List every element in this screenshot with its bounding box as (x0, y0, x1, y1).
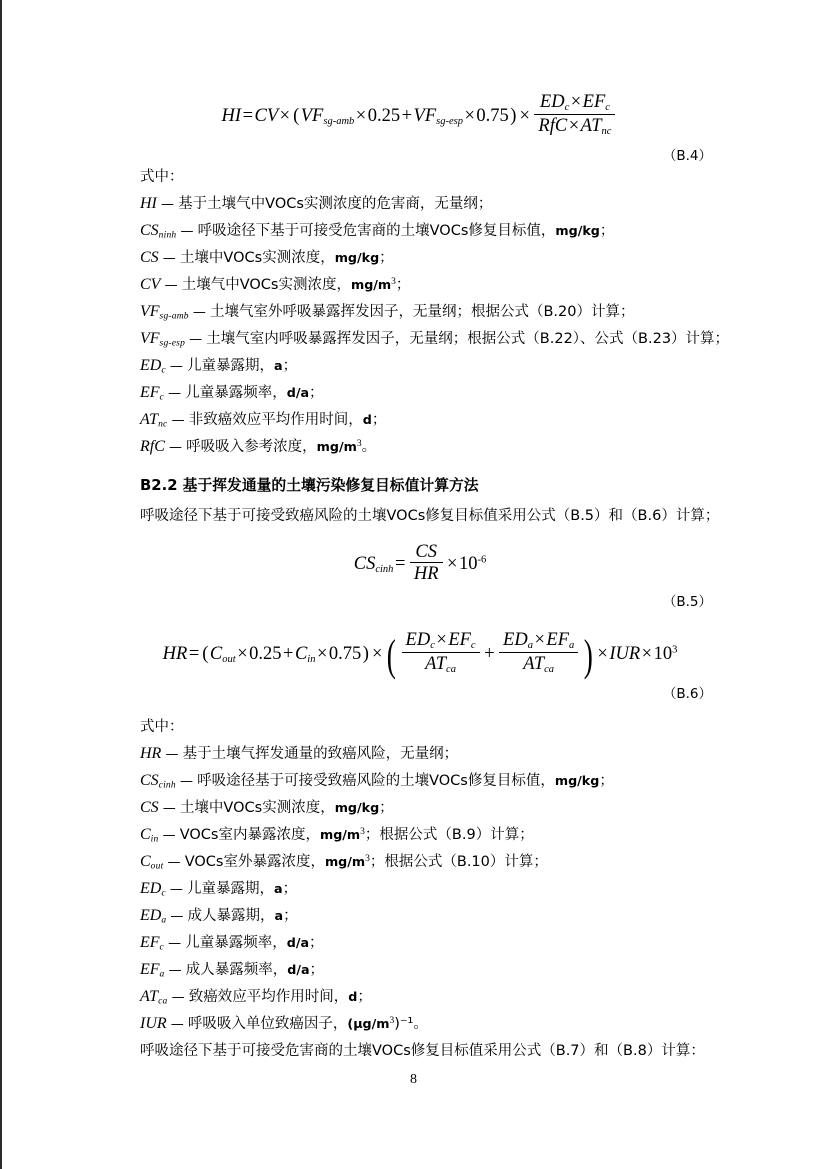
definition-unit-exponent: 3 (389, 1015, 395, 1026)
definition-tail: ； (309, 961, 325, 978)
definition-list-1 (110, 191, 730, 460)
definition-text: 基于土壤气挥发通量的致癌风险，无量纲； (182, 745, 459, 762)
where-label-2: 式中： (140, 719, 184, 736)
definition-subscript: in (150, 834, 159, 845)
definition-subscript: out (150, 861, 164, 872)
formula-b4-fraction: $\frac{ED_c\times EF_c}{RfC\times AT_{nc}}$ (531, 93, 618, 138)
definition-row (110, 930, 730, 956)
definition-subscript: c (159, 942, 164, 953)
definition-unit: mg/kg (555, 222, 600, 238)
definition-symbol: VF (140, 302, 160, 320)
definition-row (110, 272, 730, 298)
definition-separator: — (166, 1016, 188, 1032)
definition-symbol: EF (140, 383, 160, 401)
definition-text: 致癌效应平均作用时间， (188, 988, 349, 1005)
definition-subscript: c (161, 365, 166, 376)
definition-separator: — (160, 277, 182, 293)
definition-tail: ； (282, 880, 298, 897)
definition-tail: ； (379, 799, 394, 816)
definition-text: 呼吸吸入参考浓度， (186, 438, 317, 455)
definition-separator: — (164, 962, 186, 978)
definition-subscript: cinh (158, 780, 176, 791)
definition-separator: — (161, 746, 183, 762)
definition-symbol: CS (140, 798, 159, 816)
where-label-1: 式中： (140, 169, 184, 186)
formula-b6-block (110, 629, 730, 680)
definition-separator: — (158, 827, 180, 843)
definition-row (110, 903, 730, 929)
definition-unit-exponent: 3 (360, 826, 365, 837)
definition-symbol: ED (140, 906, 162, 924)
definition-symbol: VF (140, 329, 160, 347)
definition-tail: ； (599, 772, 614, 789)
definition-separator: — (158, 250, 180, 266)
definition-subscript: nc (158, 419, 168, 430)
definition-tail: ； (371, 411, 387, 428)
definition-tail: 。 (361, 438, 377, 455)
definition-row (110, 1011, 730, 1037)
definition-separator: — (156, 196, 179, 212)
definition-symbol: IUR (140, 1014, 167, 1032)
definition-row (110, 380, 730, 406)
definition-unit: d/a (286, 384, 310, 400)
definition-unit: d (362, 411, 372, 427)
definition-separator: — (165, 881, 188, 897)
definition-symbol: AT (140, 987, 159, 1005)
formula-b5-fraction: $\frac{CS}{HR}$ (407, 543, 446, 584)
definition-tail: ； (282, 357, 298, 374)
definition-symbol: CS (140, 248, 159, 266)
definition-symbol: C (140, 825, 151, 843)
definition-symbol: EF (140, 960, 160, 978)
definition-subscript: ca (158, 996, 168, 1007)
definition-subscript: c (161, 888, 166, 899)
definition-row (110, 218, 730, 244)
definition-tail: ；根据公式（B.10）计算； (369, 853, 548, 870)
definition-text: VOCs室内暴露浓度， (179, 826, 320, 843)
definition-separator: — (165, 358, 188, 374)
definition-subscript: c (159, 392, 164, 403)
definition-text: 儿童暴露期， (187, 880, 275, 897)
definition-text: 基于土壤气中VOCs实测浓度的危害商，无量纲； (178, 195, 493, 212)
definition-tail: )⁻¹。 (394, 1015, 428, 1032)
definition-list-2 (110, 741, 730, 1037)
definition-separator: — (175, 773, 198, 789)
definition-text: 成人暴露频率， (185, 961, 288, 978)
definition-separator: — (166, 908, 188, 924)
section-heading-b22: B2.2 基于挥发通量的土壤污染修复目标值计算方法 (140, 476, 479, 494)
definition-row (110, 299, 730, 325)
formula-b5: $CS_{cinh}=$ $\frac{CS}{HR}$ $\times 10^{-6}$ (353, 541, 487, 585)
definition-separator: — (167, 989, 189, 1005)
definition-symbol: HI (140, 194, 157, 212)
definition-text: 土壤气室内呼吸暴露挥发因子，无量纲；根据公式（B.22）、公式（B.23）计算； (206, 330, 730, 347)
definition-unit-exponent: 3 (365, 853, 370, 864)
definition-text: 土壤气室外呼吸暴露挥发因子，无量纲；根据公式（B.20）计算； (209, 303, 635, 320)
definition-text: 儿童暴露期， (187, 357, 275, 374)
definition-unit: mg/kg (334, 249, 380, 265)
definition-subscript: ninh (158, 230, 177, 241)
formula-b6: $HR= (C_{out}\times 0.25+C_{in}\times 0.75)$ ×( $\frac{ED_c\times EF_c}{AT_{ca}}$ + $\frac{ED_a\times EF_a}{AT_{ca}}$ ) $\times IUR\times 10^3$ (162, 629, 678, 680)
definition-unit: mg/kg (554, 772, 600, 788)
section-b22-intro: 呼吸途径下基于可接受致癌风险的土壤VOCs修复目标值采用公式（B.5）和（B.6）计算； (140, 507, 720, 524)
page-footer (0, 1072, 827, 1088)
definition-unit: a (274, 357, 283, 373)
definition-tail: ； (283, 907, 298, 924)
definition-row (110, 822, 730, 848)
definition-row (110, 984, 730, 1010)
definition-symbol: CV (140, 275, 161, 293)
definition-subscript: sg-esp (159, 338, 186, 349)
definition-tail: ；根据公式（B.9）计算； (364, 826, 534, 843)
definition-symbol: EF (140, 933, 160, 951)
definition-unit: d (348, 988, 358, 1004)
definition-text: 呼吸途径下基于可接受危害商的土壤VOCs修复目标值， (197, 222, 556, 239)
definition-symbol: C (140, 852, 151, 870)
definition-separator: — (163, 385, 186, 401)
definition-text: 儿童暴露频率， (185, 934, 287, 951)
definition-unit-exponent: 3 (356, 438, 362, 449)
definition-unit: mg/m (324, 853, 366, 869)
definition-text: 土壤中VOCs实测浓度， (179, 249, 335, 266)
definition-row (110, 245, 730, 271)
definition-row (110, 957, 730, 983)
definition-separator: — (163, 854, 185, 870)
definition-row (110, 876, 730, 902)
definition-subscript: a (159, 969, 165, 980)
section-b22-outro: 呼吸途径下基于可接受危害商的土壤VOCs修复目标值采用公式（B.7）和（B.8）计算： (140, 1042, 705, 1059)
definition-unit: mg/m (320, 826, 361, 842)
formula-b5-number: （B.5） (662, 594, 712, 611)
definition-row (110, 795, 730, 821)
page-number: 8 (410, 1072, 417, 1087)
definition-unit: mg/m (350, 276, 392, 292)
definition-subscript: a (161, 915, 167, 926)
definition-tail: ； (599, 222, 615, 239)
definition-separator: — (176, 223, 198, 239)
definition-subscript: sg-amb (159, 311, 189, 322)
formula-b4-number: （B.4） (662, 148, 712, 165)
definition-row (110, 326, 730, 352)
formula-b6-number: （B.6） (662, 686, 712, 703)
definition-unit: mg/m (316, 438, 357, 454)
definition-symbol: HR (140, 744, 162, 762)
definition-unit: a (274, 907, 284, 923)
definition-tail: ； (357, 988, 372, 1005)
definition-text: 土壤气中VOCs实测浓度， (181, 276, 351, 293)
definition-unit: a (274, 880, 283, 896)
definition-separator: — (163, 935, 186, 951)
definition-text: 非致癌效应平均作用时间， (188, 411, 363, 428)
formula-b4-block (110, 91, 730, 139)
definition-symbol: CS (140, 221, 159, 239)
definition-text: 呼吸吸入单位致癌因子， (187, 1015, 348, 1032)
page-content (110, 78, 730, 1064)
definition-row (110, 434, 730, 460)
definition-separator: — (164, 439, 187, 455)
definition-separator: — (188, 304, 210, 320)
formula-b6-close-paren: ) (584, 630, 594, 680)
definition-separator: — (185, 331, 207, 347)
definition-row (110, 849, 730, 875)
definition-tail: ； (309, 384, 324, 401)
definition-row (110, 741, 730, 767)
definition-tail: ； (309, 934, 324, 951)
definition-symbol: ED (140, 356, 162, 374)
definition-separator: — (167, 412, 189, 428)
definition-unit: mg/kg (334, 799, 380, 815)
page-left-edge (0, 0, 2, 1169)
definition-text: 儿童暴露频率， (185, 384, 287, 401)
formula-b6-open-paren: ( (386, 630, 396, 680)
definition-text: 呼吸途径基于可接受致癌风险的土壤VOCs修复目标值， (197, 772, 555, 789)
definition-text: 成人暴露期， (187, 907, 275, 924)
definition-text: VOCs室外暴露浓度， (184, 853, 325, 870)
definition-symbol: RfC (140, 437, 165, 455)
definition-unit: d/a (286, 934, 310, 950)
definition-symbol: CS (140, 771, 159, 789)
formula-b6-fraction-child: $\frac{ED_c\times EF_c}{AT_{ca}}$ (399, 631, 483, 676)
definition-separator: — (158, 800, 180, 816)
definition-text: 土壤中VOCs实测浓度， (179, 799, 335, 816)
definition-symbol: ED (140, 879, 162, 897)
definition-tail: ； (379, 249, 394, 266)
definition-unit-exponent: 3 (391, 276, 396, 287)
definition-row (110, 407, 730, 433)
definition-unit: d/a (287, 961, 310, 977)
definition-row (110, 353, 730, 379)
definition-unit: (μg/m (347, 1015, 390, 1031)
formula-b6-fraction-adult: $\frac{ED_a\times EF_a}{AT_{ca}}$ (496, 631, 581, 676)
definition-tail: ； (395, 276, 411, 293)
formula-b5-block (110, 541, 730, 585)
definition-row (110, 768, 730, 794)
definition-row (110, 191, 730, 217)
formula-b4: $HI=CV\times (VF_{sg-amb}\times 0.25+VF_{sg-esp}\times 0.75)$ × $\frac{ED_c\times EF_c}{RfC\times AT_{nc}}$ (222, 94, 619, 139)
definition-symbol: AT (140, 410, 159, 428)
